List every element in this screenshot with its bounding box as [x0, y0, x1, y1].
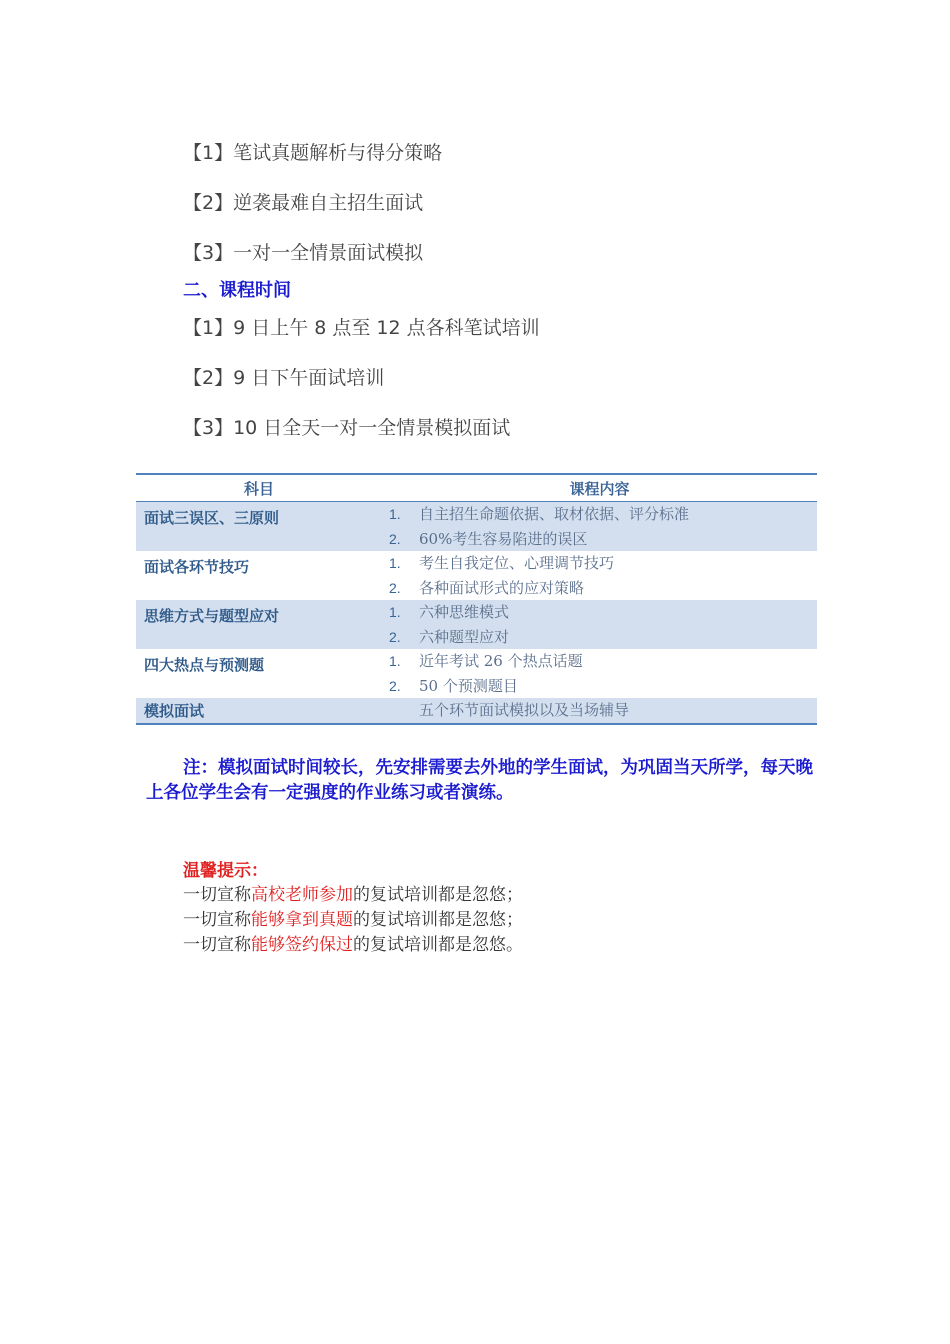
subject-cell: 面试三误区、三原则	[136, 502, 382, 552]
topic-item-3: 【3】一对一全情景面试模拟	[183, 242, 424, 264]
item-text: 五个环节面试模拟以及当场辅导	[419, 701, 630, 719]
item-text: 自主招生命题依据、取材依据、评分标准	[419, 505, 690, 523]
tip-line	[183, 905, 523, 930]
table-row	[136, 502, 817, 552]
list-item	[382, 649, 817, 674]
tip-line	[183, 930, 523, 955]
item-number: 1.	[389, 653, 401, 669]
schedule-item-3: 【3】10 日全天一对一全情景模拟面试	[183, 417, 511, 439]
item-text: 六种思维模式	[419, 603, 510, 621]
item-text: 考生自我定位、心理调节技巧	[419, 554, 615, 572]
item-text: 近年考试 26 个热点话题	[419, 652, 583, 670]
list-item	[382, 674, 817, 699]
tip-highlight: 能够拿到真题	[251, 910, 353, 930]
header-subject: 科目	[136, 474, 382, 502]
topic-item-2: 【2】逆袭最难自主招生面试	[183, 192, 424, 214]
item-number: 1.	[389, 555, 401, 571]
content-cell	[382, 698, 817, 724]
item-text: 各种面试形式的应对策略	[419, 578, 585, 597]
tip-suffix: 的复试培训都是忽悠。	[353, 935, 523, 955]
tip-prefix: 一切宣称	[183, 935, 251, 955]
list-item	[382, 502, 817, 527]
tip-highlight: 能够签约保过	[251, 935, 353, 955]
content-cell	[382, 649, 817, 698]
item-text: 50 个预测题目	[419, 676, 518, 695]
topic-item-1: 【1】笔试真题解析与得分策略	[183, 142, 443, 164]
item-number: 2.	[389, 530, 401, 547]
content-cell	[382, 502, 817, 552]
list-item	[382, 698, 817, 723]
course-table	[136, 473, 817, 725]
item-text: 六种题型应对	[419, 627, 510, 646]
table-row	[136, 551, 817, 600]
subject-cell: 四大热点与预测题	[144, 656, 265, 674]
item-number: 1.	[389, 506, 401, 522]
list-item	[382, 576, 817, 601]
tips-title: 温馨提示：	[183, 861, 268, 881]
tip-prefix: 一切宣称	[183, 910, 251, 930]
subject-cell: 模拟面试	[136, 698, 382, 724]
header-content: 课程内容	[382, 474, 817, 502]
table-row	[136, 600, 817, 649]
tip-suffix: 的复试培训都是忽悠；	[353, 885, 523, 905]
note-text: 注：模拟面试时间较长，先安排需要去外地的学生面试，为巩固当天所学，每天晚上各位学生会有一定强度的作业练习或者演练。	[146, 758, 813, 803]
note-paragraph	[146, 756, 816, 806]
list-item	[382, 551, 817, 576]
tip-prefix: 一切宣称	[183, 885, 251, 905]
content-cell	[382, 551, 817, 600]
schedule-item-2: 【2】9 日下午面试培训	[183, 367, 385, 389]
schedule-item-1: 【1】9 日上午 8 点至 12 点各科笔试培训	[183, 317, 540, 339]
item-number: 2.	[389, 677, 401, 694]
table-row	[136, 649, 817, 698]
item-number: 2.	[389, 628, 401, 645]
content-cell	[382, 600, 817, 649]
subject-cell: 面试各环节技巧	[144, 558, 250, 576]
item-number: 2.	[389, 579, 401, 596]
list-item	[382, 625, 817, 650]
tip-highlight: 高校老师参加	[251, 885, 353, 905]
list-item	[382, 527, 817, 552]
tip-line	[183, 880, 523, 905]
table-row	[136, 698, 817, 724]
item-text: 60%考生容易陷进的误区	[419, 529, 588, 548]
table-header-row	[136, 474, 817, 502]
item-number: 1.	[389, 604, 401, 620]
subject-cell: 思维方式与题型应对	[136, 600, 382, 649]
list-item	[382, 600, 817, 625]
tip-suffix: 的复试培训都是忽悠；	[353, 910, 523, 930]
schedule-heading: 二、课程时间	[183, 280, 291, 301]
